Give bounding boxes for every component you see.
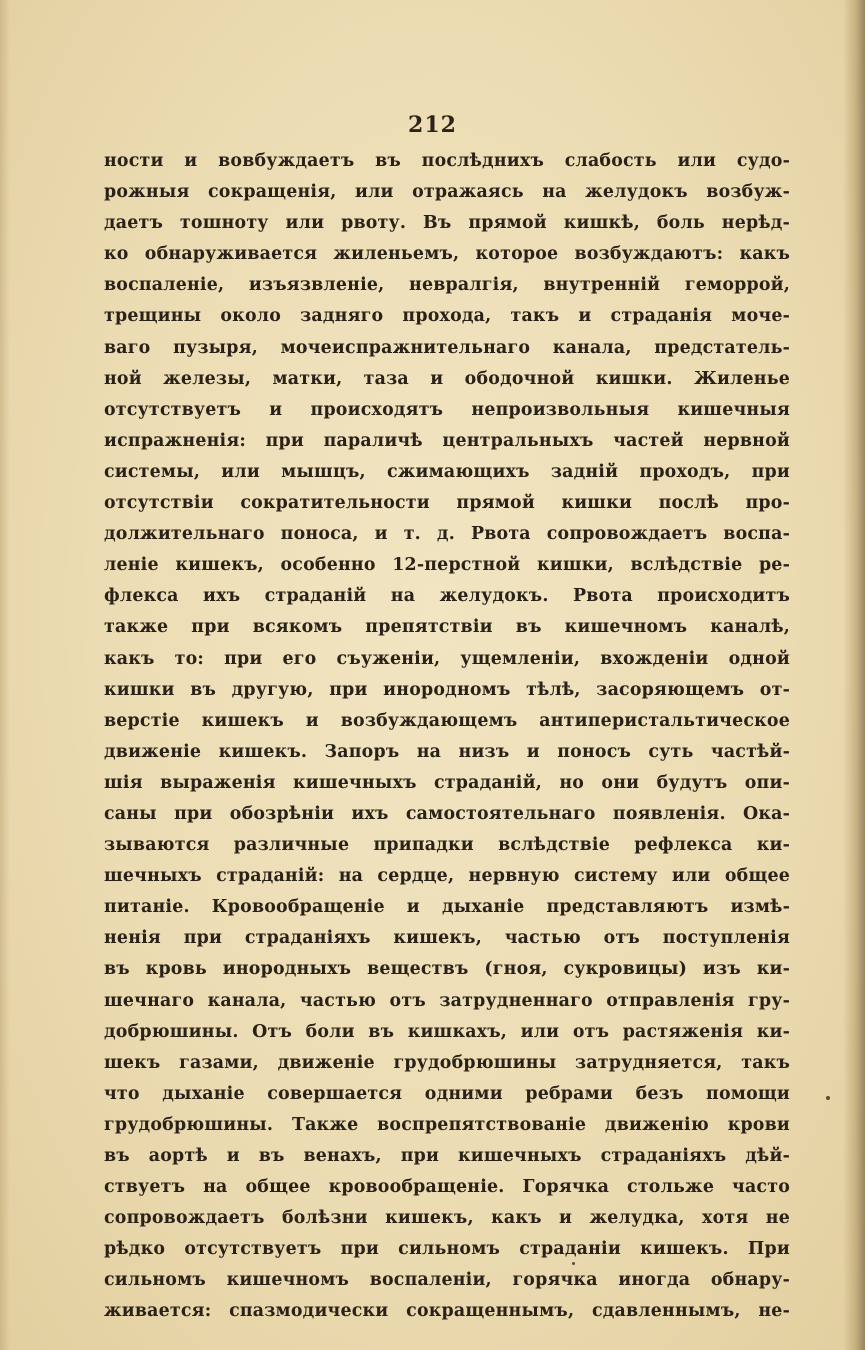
text-line: системы, или мышцъ, сжимающихъ задній проходъ, при bbox=[104, 461, 790, 482]
text-line: ности и вовбуждаетъ въ послѣднихъ слабость или судо- bbox=[104, 151, 790, 171]
text-line: движеніе кишекъ. Запоръ на низъ и поносъ суть частѣй- bbox=[104, 741, 790, 762]
text-line: добрюшины. Отъ боли въ кишкахъ, или отъ растяженія ки- bbox=[104, 1021, 790, 1042]
paper-speck bbox=[826, 1096, 830, 1100]
text-line: что дыханіе совершается одними ребрами безъ помощи bbox=[104, 1083, 790, 1104]
text-line: рѣдко отсутствуетъ при сильномъ страданіи кишекъ. При bbox=[104, 1239, 790, 1260]
text-line: ствуетъ на общее кровообращеніе. Горячка стольже часто bbox=[104, 1177, 790, 1198]
page-edge-shadow-right bbox=[843, 0, 865, 1350]
text-line: ваго пузыря, мочеиспражнительнаго канала, предстатель- bbox=[104, 337, 790, 358]
text-line: рожныя сокращенія, или отражаясь на желудокъ возбуж- bbox=[104, 182, 790, 203]
text-line: въ аортѣ и въ венахъ, при кишечныхъ страданіяхъ дѣй- bbox=[104, 1146, 790, 1166]
text-line: испражненія: при параличѣ центральныхъ частей нервной bbox=[104, 430, 790, 451]
text-line: питаніе. Кровообращеніе и дыханіе представляютъ измѣ- bbox=[104, 897, 790, 918]
body-text bbox=[104, 146, 790, 1328]
text-line: ко обнаруживается жиленьемъ, которое возбуждаютъ: какъ bbox=[104, 244, 790, 265]
text-line: шечнаго канала, частью отъ затрудненнаго отправленія гру- bbox=[104, 990, 790, 1011]
text-line: сопровождаетъ болѣзни кишекъ, какъ и желудка, хотя не bbox=[104, 1208, 790, 1229]
page-edge-shadow-left bbox=[0, 0, 10, 1350]
text-line: грудобрюшины. Также воспрепятствованіе движенію крови bbox=[104, 1114, 790, 1135]
paper-speck bbox=[572, 1262, 575, 1265]
text-line: какъ то: при его съуженіи, ущемленіи, вхожденіи одной bbox=[104, 648, 790, 669]
text-line: верстіе кишекъ и возбуждающемъ антиперистальтическое bbox=[104, 710, 790, 731]
text-line: живается: спазмодически сокращеннымъ, сдавленнымъ, не- bbox=[104, 1301, 790, 1322]
text-line: трещины около задняго прохода, такъ и страданія моче- bbox=[104, 306, 790, 327]
text-line: даетъ тошноту или рвоту. Въ прямой кишкѣ, боль нерѣд- bbox=[104, 213, 790, 234]
page-number: 212 bbox=[408, 112, 457, 138]
text-line: флекса ихъ страданій на желудокъ. Рвота происходитъ bbox=[104, 586, 790, 607]
text-line: должительнаго поноса, и т. д. Рвота сопровождаетъ воспа- bbox=[104, 524, 790, 545]
text-line: въ кровь инородныхъ веществъ (гноя, сукровицы) изъ ки- bbox=[104, 959, 790, 980]
text-line: ненія при страданіяхъ кишекъ, частью отъ поступленія bbox=[104, 928, 790, 949]
text-line: отсутствуетъ и происходятъ непроизвольныя кишечныя bbox=[104, 399, 790, 420]
text-line: кишки въ другую, при инородномъ тѣлѣ, засоряющемъ от- bbox=[104, 679, 790, 700]
text-line: воспаленіе, изъязвленіе, невралгія, внутренній геморрой, bbox=[104, 275, 790, 296]
text-line: ной железы, матки, таза и ободочной кишки. Жиленье bbox=[104, 368, 790, 389]
text-line: шія выраженія кишечныхъ страданій, но они будутъ опи- bbox=[104, 772, 790, 793]
text-line: саны при обозрѣніи ихъ самостоятельнаго появленія. Ока- bbox=[104, 803, 790, 824]
text-line: леніе кишекъ, особенно 12-перстной кишки, вслѣдствіе ре- bbox=[104, 555, 790, 576]
text-line: шечныхъ страданій: на сердце, нервную систему или общее bbox=[104, 866, 790, 887]
text-line: отсутствіи сократительности прямой кишки послѣ про- bbox=[104, 493, 790, 514]
text-line: сильномъ кишечномъ воспаленіи, горячка иногда обнару- bbox=[104, 1270, 790, 1291]
text-line: шекъ газами, движеніе грудобрюшины затрудняется, такъ bbox=[104, 1052, 790, 1073]
text-line: также при всякомъ препятствіи въ кишечномъ каналѣ, bbox=[104, 617, 790, 638]
text-line: зываются различные припадки вслѣдствіе рефлекса ки- bbox=[104, 835, 790, 856]
